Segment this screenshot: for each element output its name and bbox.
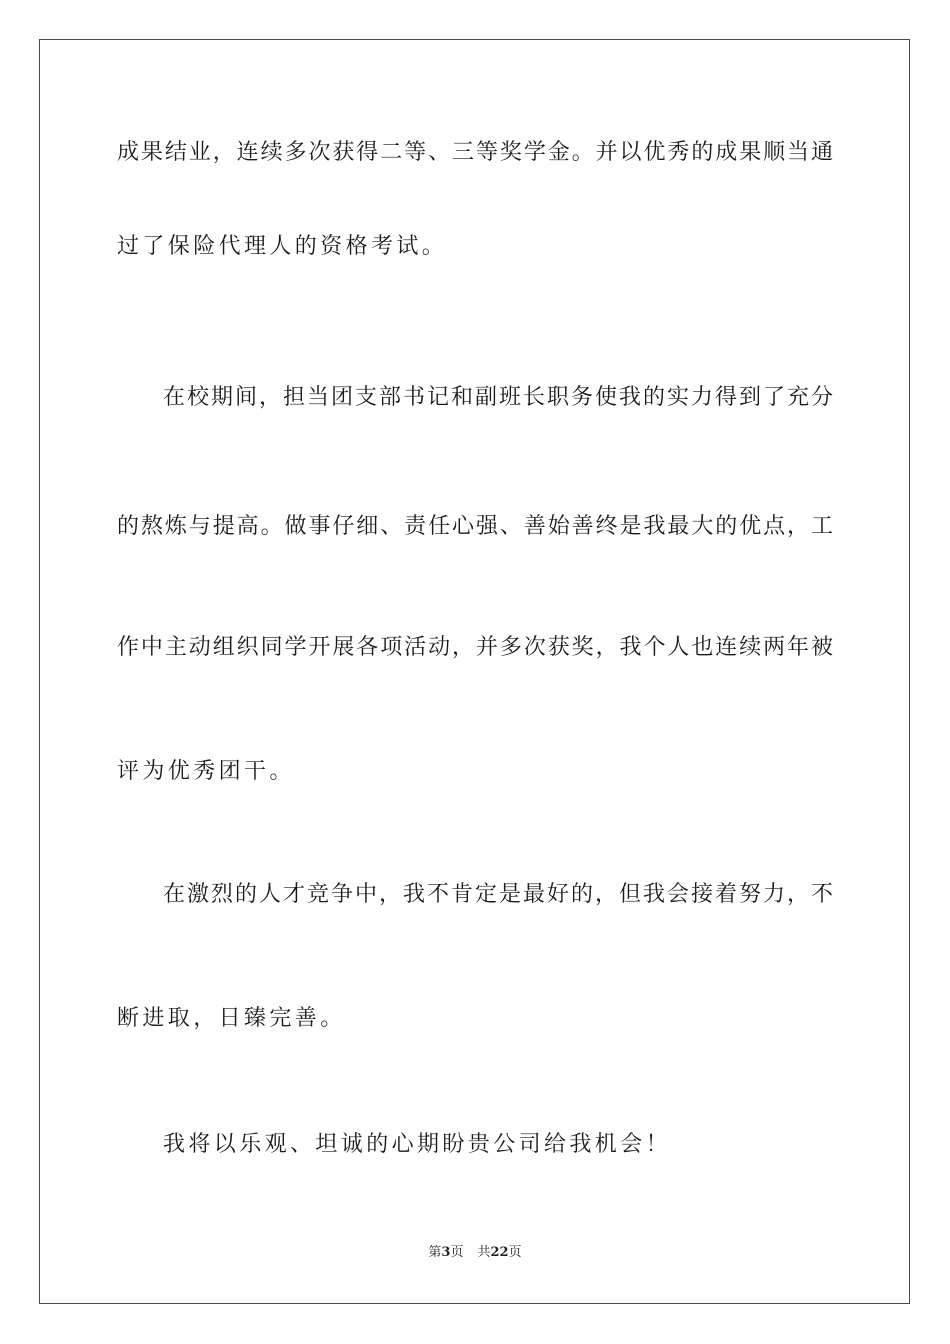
text-line: 过了保险代理人的资格考试。: [117, 234, 448, 259]
text-line: 断进取，日臻完善。: [117, 1006, 346, 1031]
text-line: 的熬炼与提高。做事仔细、责任心强、善始善终是我最大的优点，工: [117, 514, 833, 539]
footer-page-prefix: 第: [428, 1245, 442, 1260]
page-footer: [0, 1244, 950, 1262]
text-line: 评为优秀团干。: [117, 759, 295, 784]
text-line: 在校期间，担当团支部书记和副班长职务使我的实力得到了充分: [163, 385, 833, 410]
text-line: 我将以乐观、坦诚的心期盼贵公司给我机会！: [163, 1132, 672, 1157]
footer-page-mid: 页: [450, 1245, 464, 1260]
footer-page-total: 22: [490, 1245, 509, 1260]
footer-total-suffix: 页: [508, 1245, 522, 1260]
footer-total-prefix: 共: [477, 1245, 491, 1260]
text-line: 在激烈的人才竞争中，我不肯定是最好的，但我会接着努力，不: [163, 882, 833, 907]
text-line: 作中主动组织同学开展各项活动，并多次获奖，我个人也连续两年被: [117, 635, 833, 660]
footer-page-current: 3: [441, 1245, 451, 1260]
page-frame: [39, 39, 910, 1304]
text-line: 成果结业，连续多次获得二等、三等奖学金。并以优秀的成果顺当通: [117, 140, 833, 165]
